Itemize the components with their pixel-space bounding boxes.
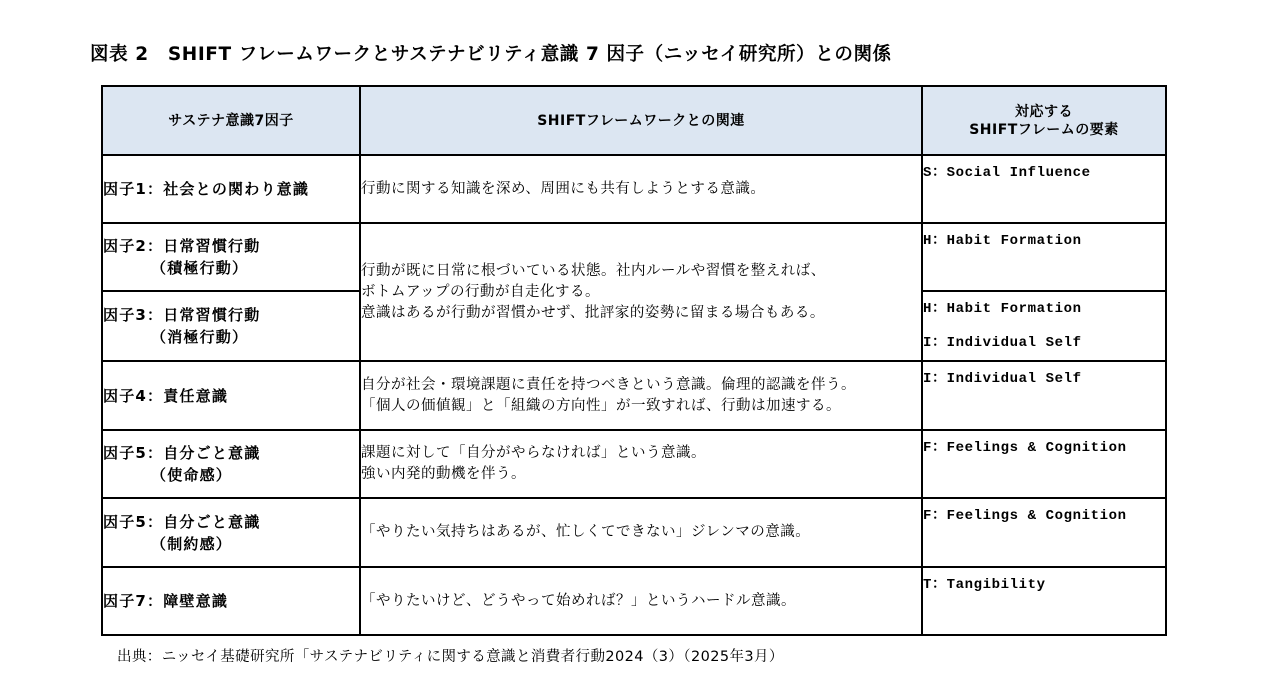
factor-label: 因子5：自分ごと意識 [103,444,261,462]
element-cell [922,291,1166,361]
element-cell [922,430,1166,498]
factor-cell [102,155,360,223]
relation-line: 自分が社会・環境課題に責任を持つべきという意識。倫理的認識を伴う。 [361,376,856,393]
element-label: S：Social Influence [923,165,1091,181]
relation-line: 「やりたいけど、どうやって始めれば？」というハードル意識。 [361,592,796,609]
relation-cell [360,567,922,635]
factor-cell [102,223,360,291]
element-cell [922,498,1166,567]
factor-sublabel: （積極行動） [151,259,249,277]
relation-cell [360,430,922,498]
element-label: T：Tangibility [923,577,1046,593]
relation-cell [360,155,922,223]
factor-label: 因子5：自分ごと意識 [103,512,261,531]
header-factor: サステナ意識7因子 [102,86,360,155]
relation-cell [360,361,922,430]
source-note: 出典：ニッセイ基礎研究所「サステナビリティに関する意識と消費者行動2024（3）（2025年3月） [117,649,784,665]
factor-cell [102,291,360,361]
factor-label: 因子2：日常習慣行動 [103,237,261,255]
relation-line: 行動が既に日常に根づいている状態。社内ルールや習慣を整えれば、 [361,262,826,279]
element-label: H：Habit Formation [923,233,1082,249]
factor-sublabel: （使命感） [151,466,233,484]
relation-cell [360,223,922,361]
relation-line: 「やりたい気持ちはあるが、忙しくてできない」ジレンマの意識。 [361,524,811,540]
factor-label: 因子1：社会との関わり意識 [103,180,310,198]
relation-line: 意識はあるが行動が習慣かせず、批評家的姿勢に留まる場合もある。 [361,304,825,321]
figure-title: 図表 2 SHIFT フレームワークとサステナビリティ意識 7 因子（ニッセイ研究所）との関係 [90,44,892,65]
element-cell [922,361,1166,430]
relation-cell [360,498,922,567]
header-row [102,86,1166,155]
factor-label: 因子3：日常習慣行動 [103,306,261,324]
element-cell [922,155,1166,223]
factor-cell [102,361,360,430]
factor-cell [102,430,360,498]
element-label: F：Feelings & Cognition [923,440,1127,456]
shift-factor-table [101,85,1167,636]
relation-line: 強い内発的動機を伴う。 [361,466,526,482]
element-label: I：Individual Self [923,371,1082,387]
relation-line: 行動に関する知識を深め、周囲にも共有しようとする意識。 [361,180,766,197]
header-element-line: 対応する [1015,103,1073,120]
header-element [922,86,1166,155]
factor-label: 因子7：障壁意識 [103,592,229,610]
element-cell [922,223,1166,291]
header-relation: SHIFTフレームワークとの関連 [360,86,922,155]
relation-line: ボトムアップの行動が自走化する。 [361,283,600,300]
factor-sublabel: （消極行動） [151,328,249,346]
factor-cell [102,498,360,567]
table-row [102,361,1166,430]
table-row [102,567,1166,635]
element-cell [922,567,1166,635]
table-row [102,223,1166,291]
table-row [102,498,1166,567]
relation-line: 課題に対して「自分がやらなければ」という意識。 [361,445,706,461]
factor-label: 因子4：責任意識 [103,386,229,405]
table-row [102,155,1166,223]
factor-sublabel: （制約感） [151,534,233,553]
table-row [102,430,1166,498]
element-label: I：Individual Self [923,335,1082,351]
element-label: H：Habit Formation [923,301,1082,317]
relation-line: 「個人の価値観」と「組織の方向性」が一致すれば、行動は加速する。 [361,397,841,414]
header-element-line: SHIFTフレームの要素 [969,121,1119,138]
factor-cell [102,567,360,635]
element-label: F：Feelings & Cognition [923,508,1127,524]
